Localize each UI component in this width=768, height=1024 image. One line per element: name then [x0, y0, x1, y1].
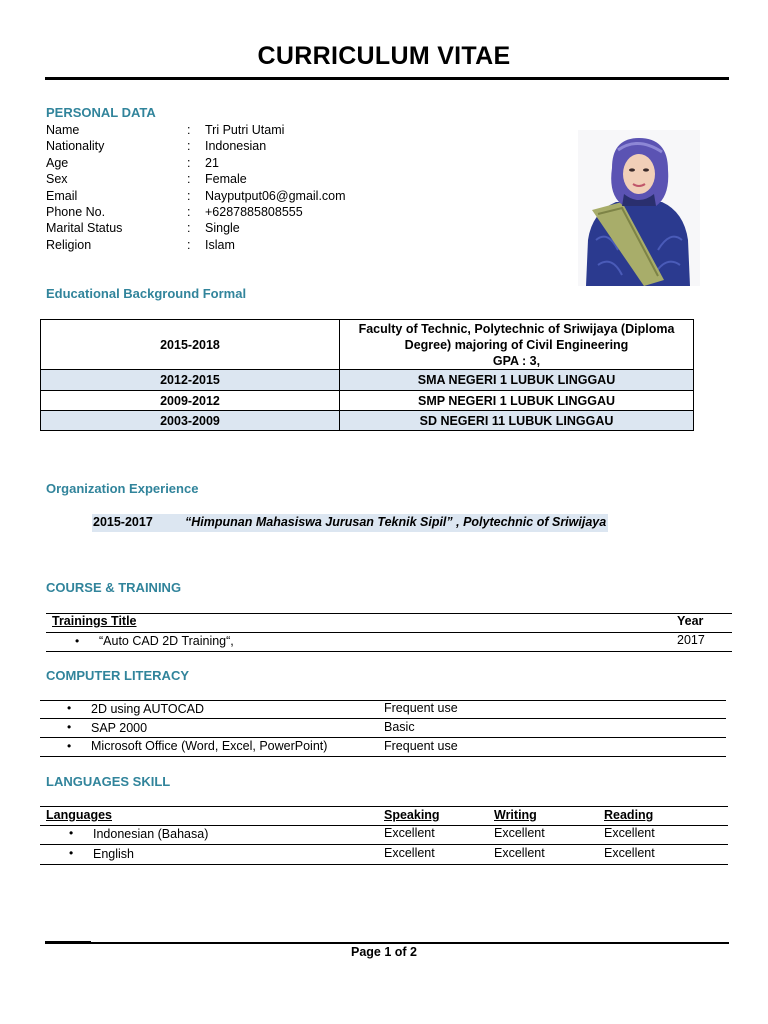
languages-col-speaking: Speaking [384, 808, 440, 822]
field-colon: : [187, 123, 191, 137]
document-title: CURRICULUM VITAE [257, 42, 511, 70]
languages-top-rule [40, 806, 728, 807]
language-reading: Excellent [604, 846, 655, 860]
field-value: Nayputput06@gmail.com [205, 189, 346, 203]
field-colon: : [187, 238, 191, 252]
computer-rule-1 [40, 718, 726, 719]
field-label: Nationality [46, 139, 105, 153]
course-col-year: Year [677, 614, 704, 628]
computer-skill: Microsoft Office (Word, Excel, PowerPoint) [91, 739, 328, 753]
field-colon: : [187, 189, 191, 203]
course-year: 2017 [677, 633, 705, 647]
field-colon: : [187, 221, 191, 235]
education-years: 2015-2018 [41, 320, 340, 370]
field-colon: : [187, 172, 191, 186]
page-number: Page 1 of 2 [351, 945, 417, 959]
language-speaking: Excellent [384, 846, 435, 860]
education-school: SD NEGERI 11 LUBUK LINGGAU [340, 411, 694, 431]
bullet-icon: • [67, 701, 72, 715]
course-bottom-rule [46, 651, 732, 652]
education-years: 2012-2015 [41, 370, 340, 391]
title-rule [45, 77, 729, 80]
languages-row-rule [40, 844, 728, 845]
course-top-rule [46, 613, 732, 614]
languages-col-language: Languages [46, 808, 112, 822]
field-label: Phone No. [46, 205, 106, 219]
field-label: Marital Status [46, 221, 123, 235]
education-years: 2009-2012 [41, 391, 340, 411]
education-school: SMP NEGERI 1 LUBUK LINGGAU [340, 391, 694, 411]
field-colon: : [187, 205, 191, 219]
table-row [41, 391, 694, 411]
education-heading: Educational Background Formal [46, 286, 247, 301]
footer-rule [45, 942, 729, 944]
bullet-icon: • [75, 634, 80, 648]
field-value: Islam [205, 238, 235, 252]
field-label: Email [46, 189, 78, 203]
education-years: 2003-2009 [41, 411, 340, 431]
field-label: Religion [46, 238, 92, 252]
education-school: SMA NEGERI 1 LUBUK LINGGAU [340, 370, 694, 391]
bullet-icon: • [67, 720, 72, 734]
course-header-rule [46, 632, 732, 633]
languages-col-reading: Reading [604, 808, 654, 822]
education-school [340, 320, 694, 370]
field-colon: : [187, 156, 191, 170]
organization-heading: Organization Experience [46, 481, 199, 496]
course-title: “Auto CAD 2D Training“, [99, 634, 234, 648]
computer-rule-0 [40, 700, 726, 701]
table-row [41, 320, 694, 370]
organization-description: “Himpunan Mahasiswa Jurusan Teknik Sipil” , Polytechnic of Sriwijaya [185, 515, 607, 529]
bullet-icon: • [69, 826, 74, 840]
bullet-icon: • [69, 846, 74, 860]
school-line: Faculty of Technic, Polytechnic of Sriwijaya (Diploma [358, 321, 675, 336]
languages-col-writing: Writing [494, 808, 537, 822]
organization-entry [92, 514, 608, 532]
portrait-icon [578, 130, 700, 286]
school-line: GPA : 3, [492, 353, 541, 368]
computer-skill: 2D using AUTOCAD [91, 702, 205, 716]
language-name: Indonesian (Bahasa) [93, 827, 209, 841]
course-heading: COURSE & TRAINING [46, 580, 182, 595]
language-speaking: Excellent [384, 826, 435, 840]
language-writing: Excellent [494, 846, 545, 860]
computer-level: Basic [384, 720, 415, 734]
school-line: Degree) majoring of Civil Engineering [404, 337, 629, 352]
organization-years: 2015-2017 [93, 515, 153, 529]
field-label: Name [46, 123, 80, 137]
field-colon: : [187, 139, 191, 153]
language-reading: Excellent [604, 826, 655, 840]
bullet-icon: • [67, 739, 72, 753]
footer-rule-accent [45, 941, 91, 944]
computer-level: Frequent use [384, 701, 458, 715]
field-value: Tri Putri Utami [205, 123, 285, 137]
computer-rule-3 [40, 756, 726, 757]
computer-skill: SAP 2000 [91, 721, 148, 735]
course-col-title: Trainings Title [52, 614, 137, 628]
profile-photo [578, 130, 700, 286]
field-label: Age [46, 156, 69, 170]
computer-level: Frequent use [384, 739, 458, 753]
education-table [40, 319, 694, 431]
computer-heading: COMPUTER LITERACY [46, 668, 189, 683]
field-value: Indonesian [205, 139, 267, 153]
table-row [41, 411, 694, 431]
field-value: Single [205, 221, 240, 235]
computer-rule-2 [40, 737, 726, 738]
field-value: 21 [205, 156, 219, 170]
language-writing: Excellent [494, 826, 545, 840]
table-row [41, 370, 694, 391]
field-value: +6287885808555 [205, 205, 303, 219]
field-label: Sex [46, 172, 68, 186]
language-name: English [93, 847, 134, 861]
field-value: Female [205, 172, 247, 186]
personal-data-heading: PERSONAL DATA [46, 105, 156, 120]
languages-bottom-rule [40, 864, 728, 865]
languages-heading: LANGUAGES SKILL [46, 774, 171, 789]
